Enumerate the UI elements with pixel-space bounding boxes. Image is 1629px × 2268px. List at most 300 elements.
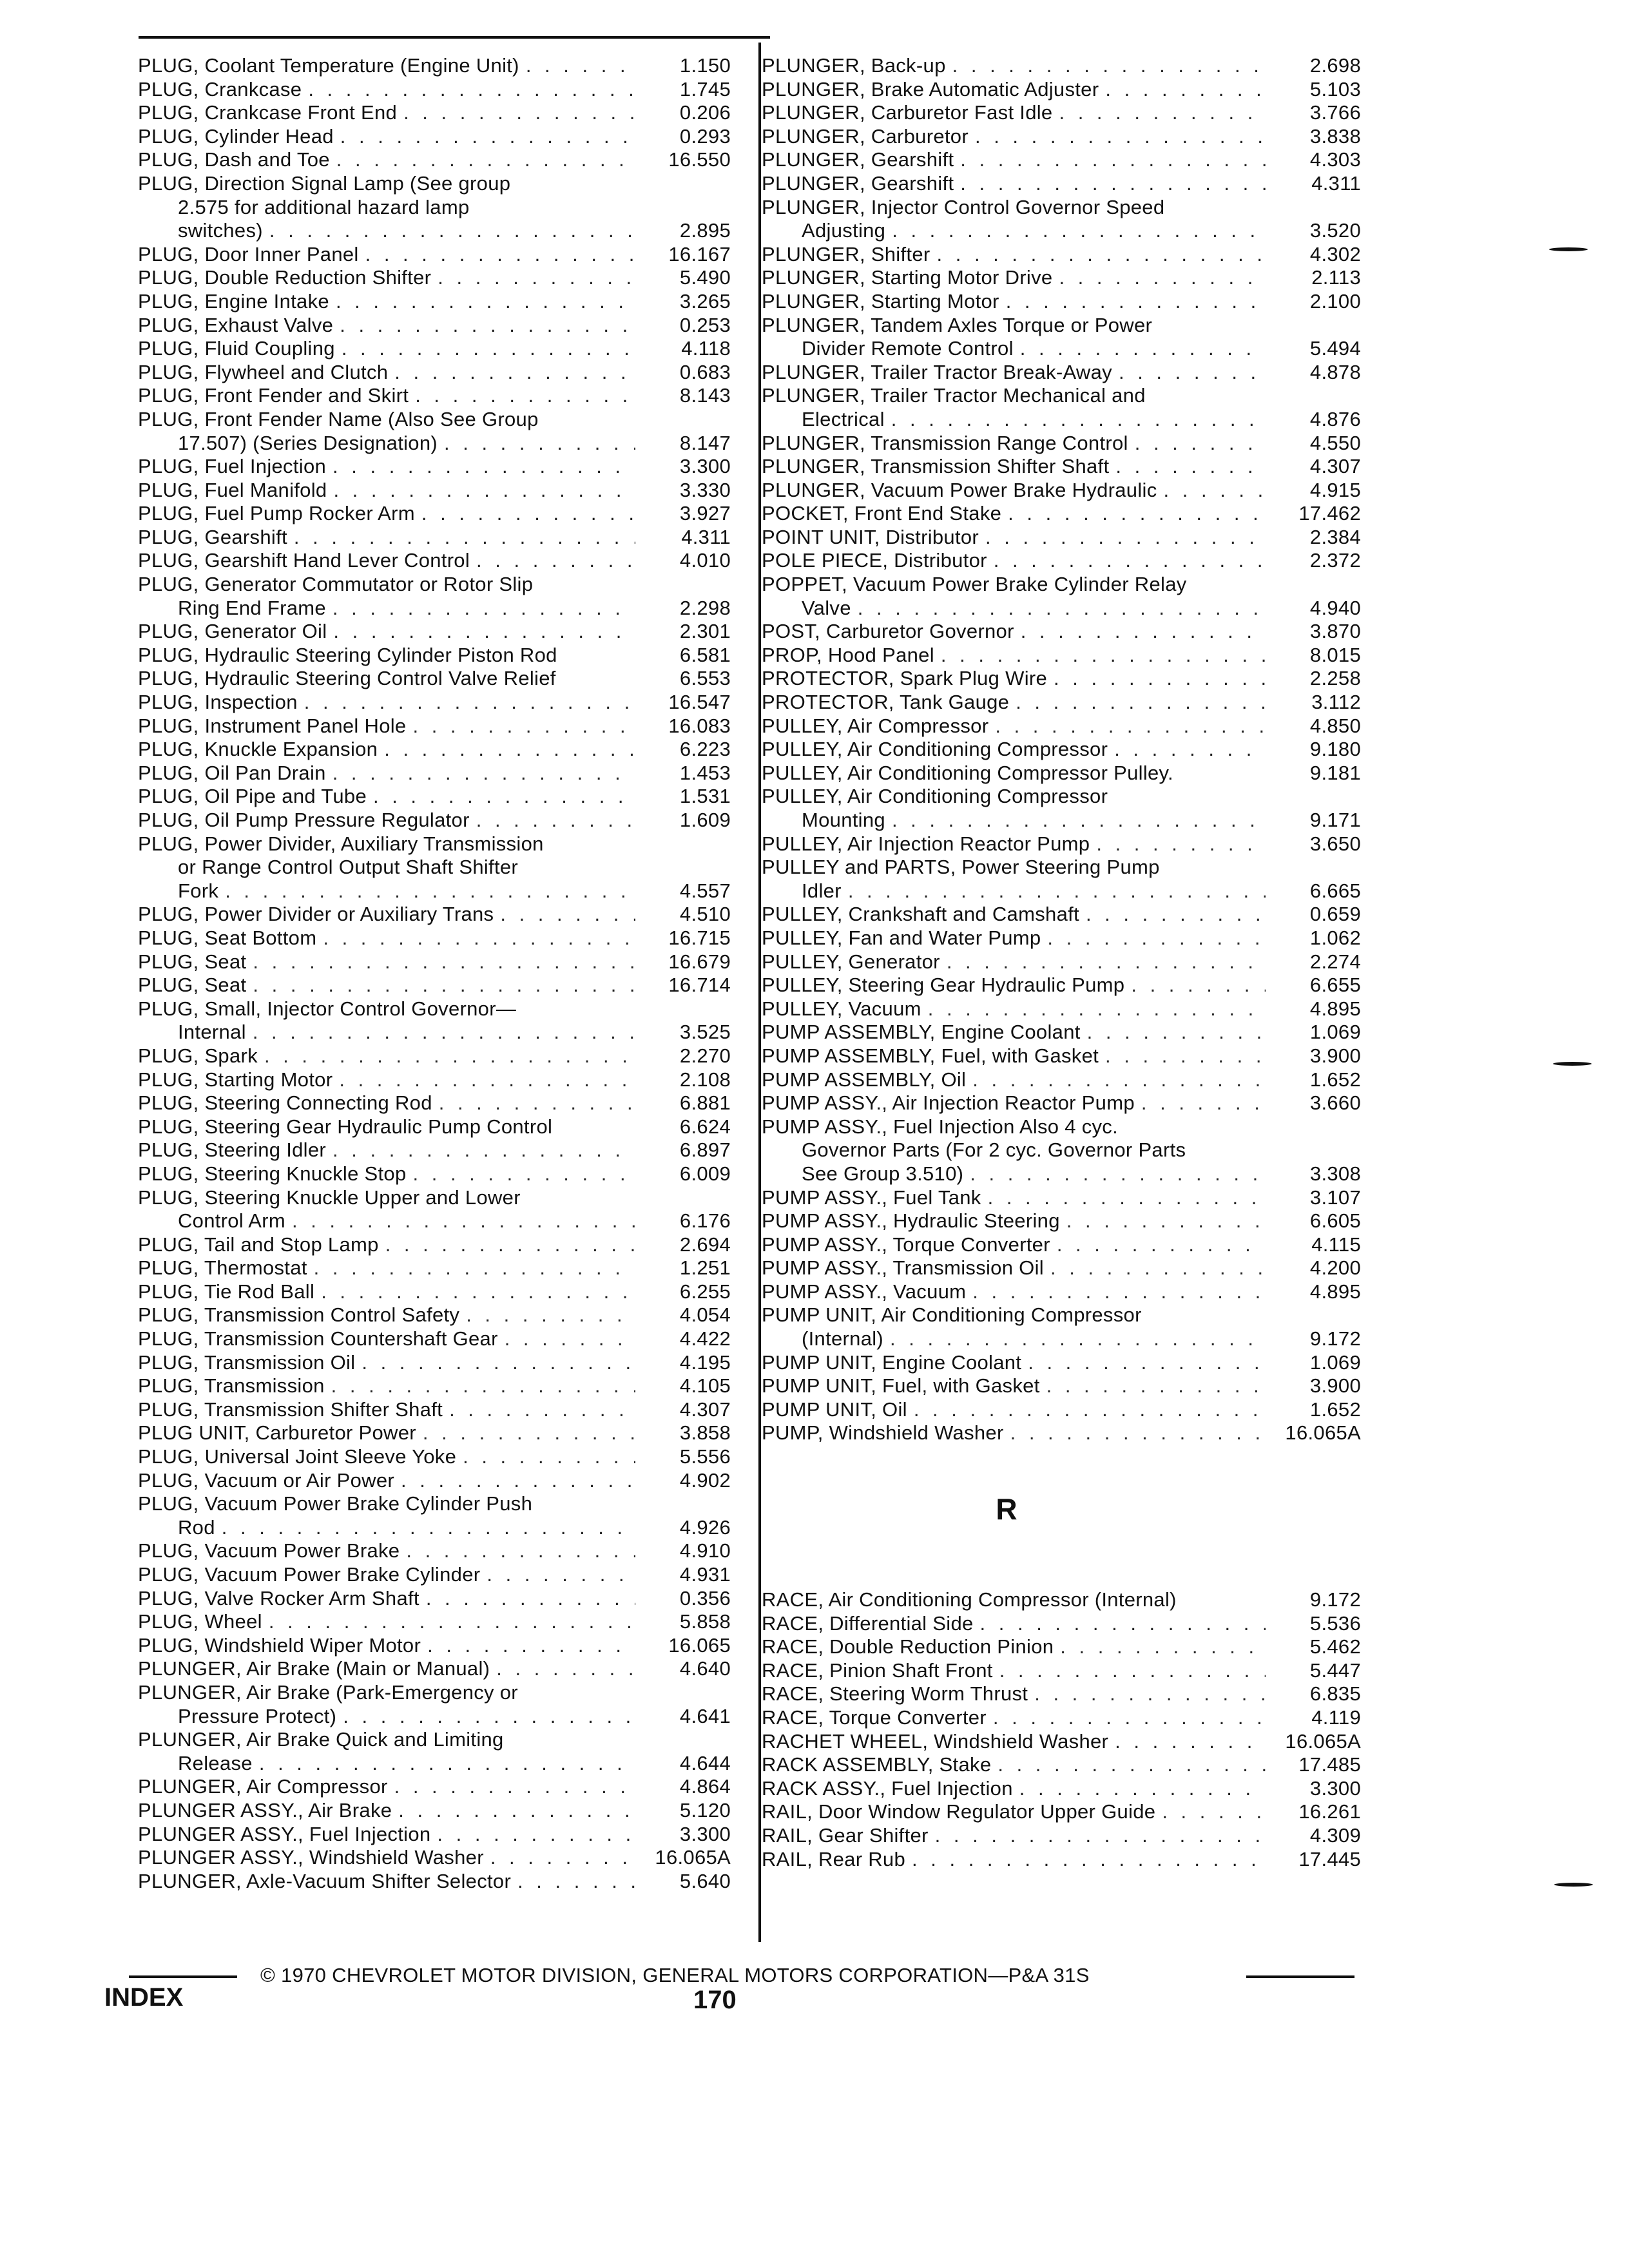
group-number: 4.895 (1309, 1280, 1361, 1303)
index-entry (762, 1730, 1361, 1754)
leader-dots (439, 1091, 635, 1115)
entry-text: PUMP ASSEMBLY, Oil (762, 1068, 967, 1091)
leader-dots (985, 526, 1266, 550)
entry-text: PLUG, Universal Joint Sleeve Yoke (138, 1445, 457, 1468)
column-divider (758, 43, 761, 1942)
leader-dots (1086, 903, 1266, 927)
leader-dots (972, 1280, 1266, 1304)
index-entry (138, 1775, 731, 1799)
right-column-p-entries (762, 54, 1361, 1445)
leader-dots (1021, 620, 1266, 644)
leader-dots (1046, 1374, 1266, 1398)
leader-dots (412, 715, 635, 738)
entry-text: Divider Remote Control (802, 337, 1014, 360)
entry-text: PLUG, Transmission Oil (138, 1350, 356, 1374)
group-number: 6.553 (679, 667, 731, 690)
entry-text: PLUG, Seat (138, 974, 247, 997)
index-entry (762, 1398, 1361, 1422)
index-entry (138, 1374, 731, 1398)
group-number: 6.665 (1309, 879, 1361, 902)
entry-text: PLUG, Vacuum or Air Power (138, 1468, 395, 1492)
leader-dots (1115, 455, 1266, 479)
index-entry (138, 1421, 731, 1445)
index-entry (138, 361, 731, 385)
index-entry (138, 337, 731, 361)
leader-dots (975, 125, 1266, 149)
group-number: 6.835 (1309, 1682, 1361, 1706)
entry-text: PLUG, Coolant Temperature (Engine Unit) (138, 54, 519, 77)
group-number: 3.650 (1309, 832, 1361, 855)
leader-dots (993, 1706, 1266, 1730)
entry-text: PULLEY, Steering Gear Hydraulic Pump (762, 974, 1125, 997)
index-entry (762, 1753, 1361, 1777)
entry-text: PLUG, Windshield Wiper Motor (138, 1633, 421, 1657)
leader-dots (476, 549, 635, 573)
entry-text: PLUG, Flywheel and Clutch (138, 360, 389, 383)
index-entry (138, 974, 731, 997)
leader-dots (401, 1469, 635, 1493)
entry-text: PLUG, Instrument Panel Hole (138, 714, 407, 737)
leader-dots (960, 172, 1266, 196)
entry-text: PLUG, Exhaust Valve (138, 313, 334, 336)
index-entry (762, 1824, 1361, 1848)
index-entry (138, 1233, 731, 1257)
leader-dots (361, 1351, 635, 1375)
group-number: 4.850 (1309, 714, 1361, 737)
index-entry (138, 78, 731, 102)
group-number: 17.485 (1298, 1753, 1361, 1776)
group-number: 3.107 (1309, 1186, 1361, 1209)
index-entry (762, 927, 1361, 950)
entry-text: PUMP ASSY., Air Injection Reactor Pump (762, 1091, 1135, 1115)
group-number: 1.652 (1309, 1068, 1361, 1091)
leader-dots (1105, 1044, 1266, 1068)
leader-dots (891, 408, 1266, 432)
index-entry (762, 549, 1361, 573)
index-entry (138, 1256, 731, 1280)
group-number: 2.108 (679, 1068, 731, 1091)
entry-text: PLUG, Front Fender Name (Also See Group (138, 407, 539, 430)
index-entry (762, 1186, 1361, 1210)
leader-dots (970, 1162, 1266, 1186)
index-entry (138, 667, 731, 691)
group-number: 4.550 (1309, 431, 1361, 454)
leader-dots (333, 620, 635, 644)
footer-index-label: INDEX (104, 1983, 184, 2012)
leader-dots (340, 125, 635, 149)
leader-dots (988, 1186, 1266, 1210)
group-number: 0.659 (1309, 903, 1361, 926)
group-number: 3.838 (1309, 124, 1361, 148)
group-number: 6.009 (679, 1162, 731, 1185)
entry-text: PROP, Hood Panel (762, 643, 934, 666)
index-entry (138, 1587, 731, 1611)
index-entry (762, 1280, 1361, 1304)
index-entry (762, 1233, 1361, 1257)
index-entry (762, 1635, 1361, 1659)
entry-text: RACHET WHEEL, Windshield Washer (762, 1729, 1109, 1753)
group-number: 4.302 (1309, 242, 1361, 265)
group-number: 1.609 (679, 809, 731, 831)
entry-text: PLUG, Gearshift Hand Lever Control (138, 549, 470, 572)
group-number: 3.112 (1311, 691, 1361, 714)
entry-text: PLUG, Fluid Coupling (138, 337, 335, 360)
entry-text: Control Arm (178, 1209, 285, 1233)
entry-text: PLUG, Vacuum Power Brake (138, 1539, 400, 1562)
leader-dots (466, 1303, 635, 1327)
leader-dots (415, 384, 635, 408)
leader-dots (463, 1445, 635, 1469)
leader-dots (1010, 1421, 1266, 1445)
entry-text: PLUG, Steering Idler (138, 1139, 327, 1162)
leader-dots (1115, 1730, 1266, 1754)
leader-dots (892, 809, 1266, 832)
group-number: 4.195 (679, 1350, 731, 1374)
leader-dots (373, 785, 635, 809)
leader-dots (333, 1139, 635, 1162)
entry-text: PLUG, Direction Signal Lamp (See group (138, 171, 511, 195)
index-entry (138, 1303, 731, 1327)
entry-text: PUMP ASSY., Hydraulic Steering (762, 1209, 1060, 1233)
group-number: 6.655 (1309, 974, 1361, 997)
index-entry (138, 1280, 731, 1304)
group-number: 9.172 (1309, 1588, 1361, 1611)
leader-dots (952, 54, 1266, 78)
entry-text: PLUNGER, Carburetor (762, 124, 969, 148)
entry-text: Idler (802, 879, 842, 902)
leader-dots (1105, 78, 1266, 102)
entry-text: PUMP ASSY., Transmission Oil (762, 1256, 1044, 1280)
group-number: 16.547 (668, 691, 731, 714)
group-number: 5.103 (1309, 77, 1361, 101)
leader-dots (1096, 832, 1266, 856)
index-entry (762, 432, 1361, 456)
leader-dots (526, 54, 635, 78)
index-entry (138, 1492, 731, 1539)
group-number: 3.660 (1309, 1091, 1361, 1115)
leader-dots (438, 266, 635, 290)
leader-dots (259, 1752, 635, 1776)
group-number: 4.307 (1309, 455, 1361, 478)
entry-text: PLUG, Transmission Countershaft Gear (138, 1327, 498, 1350)
leader-dots (421, 502, 635, 526)
entry-text: RACE, Differential Side (762, 1611, 974, 1635)
group-number: 16.715 (668, 926, 731, 949)
entry-text: PLUNGER, Carburetor Fast Idle (762, 101, 1053, 124)
entry-text: PLUNGER ASSY., Air Brake (138, 1798, 392, 1821)
index-entry (762, 54, 1361, 78)
index-entry (138, 101, 731, 125)
leader-dots (225, 879, 635, 903)
leader-dots (333, 455, 635, 479)
group-number: 2.100 (1309, 289, 1361, 312)
leader-dots (394, 1775, 635, 1799)
group-number: 16.714 (668, 974, 731, 997)
leader-dots (398, 1799, 635, 1823)
index-entry (762, 644, 1361, 668)
index-entry (138, 1398, 731, 1422)
entry-text: PLUG, Vacuum Power Brake Cylinder Push (138, 1492, 533, 1515)
index-entry (138, 1563, 731, 1587)
leader-dots (1016, 691, 1266, 715)
entry-text: POCKET, Front End Stake (762, 502, 1002, 525)
leader-dots (333, 762, 635, 785)
group-number: 3.300 (679, 1822, 731, 1845)
group-number: 3.520 (1309, 219, 1361, 242)
index-entry (762, 1044, 1361, 1068)
leader-dots (253, 1021, 635, 1044)
index-entry (762, 502, 1361, 526)
entry-text: PULLEY, Fan and Water Pump (762, 926, 1041, 949)
leader-dots (406, 1539, 635, 1563)
index-entry (138, 1657, 731, 1681)
entry-text: PULLEY, Crankshaft and Camshaft (762, 903, 1079, 926)
index-entry (138, 526, 731, 550)
entry-text: PLUNGER, Back-up (762, 54, 946, 77)
leader-dots (384, 738, 635, 762)
entry-text: PULLEY, Air Conditioning Compressor (762, 738, 1108, 761)
group-number: 4.895 (1309, 997, 1361, 1020)
right-column-r-entries (762, 1588, 1361, 1871)
footer-copyright: © 1970 CHEVROLET MOTOR DIVISION, GENERAL MOTORS CORPORATION—P&A 31S (260, 1964, 1090, 1986)
leader-dots (1050, 1256, 1266, 1280)
leader-dots (912, 1848, 1266, 1872)
group-number: 4.054 (679, 1303, 731, 1327)
index-entry (138, 502, 731, 526)
entry-text: PLUNGER, Air Brake (Main or Manual) (138, 1657, 490, 1680)
entry-text: PLUG, Starting Motor (138, 1068, 333, 1091)
index-entry (138, 290, 731, 314)
entry-text: Mounting (802, 809, 885, 831)
index-entry (762, 1068, 1361, 1092)
group-number: 2.298 (679, 596, 731, 619)
leader-dots (505, 1327, 635, 1351)
page-number: 170 (693, 1986, 737, 2014)
leader-dots (394, 361, 635, 385)
group-number: 2.895 (679, 219, 731, 242)
index-entry (762, 667, 1361, 691)
leader-dots (304, 691, 635, 715)
entry-text: PULLEY, Air Conditioning Compressor (762, 785, 1108, 808)
leader-dots (1047, 927, 1266, 950)
entry-text: PLUNGER, Trailer Tractor Break-Away (762, 360, 1112, 383)
entry-text: RACE, Double Reduction Pinion (762, 1635, 1054, 1658)
entry-text: PLUG, Generator Commutator or Rotor Slip (138, 573, 534, 596)
entry-text: PLUNGER, Starting Motor Drive (762, 266, 1053, 289)
index-entry (762, 1706, 1361, 1730)
entry-text: PLUG, Cylinder Head (138, 124, 334, 148)
leader-dots (995, 715, 1266, 738)
leader-dots (1114, 738, 1266, 762)
leader-dots (1135, 432, 1266, 456)
entry-text: Release (178, 1751, 253, 1774)
entry-text: or Range Control Output Shaft Shifter (178, 856, 519, 879)
leader-dots (1119, 361, 1266, 385)
group-number: 4.878 (1309, 360, 1361, 383)
right-column (762, 54, 1361, 1871)
index-entry (762, 1777, 1361, 1801)
entry-text: RACE, Air Conditioning Compressor (Internal) (762, 1588, 1177, 1611)
entry-text: PLUG, Engine Intake (138, 289, 329, 312)
index-entry (138, 1539, 731, 1563)
index-entry (138, 1068, 731, 1092)
index-entry (138, 314, 731, 338)
group-number: 1.453 (679, 761, 731, 784)
group-number: 0.293 (679, 124, 731, 148)
leader-dots (437, 1823, 635, 1847)
group-number: 3.308 (1309, 1162, 1361, 1185)
group-number: 4.303 (1309, 148, 1361, 171)
leader-dots (308, 78, 635, 102)
leader-dots (490, 1846, 635, 1870)
leader-dots (222, 1516, 635, 1540)
entry-text: PLUG, Fuel Manifold (138, 478, 327, 501)
entry-text: PLUNGER, Starting Motor (762, 289, 999, 312)
index-entry (138, 927, 731, 950)
group-number: 3.300 (679, 455, 731, 478)
entry-text: PLUG, Valve Rocker Arm Shaft (138, 1586, 419, 1610)
entry-text: RAIL, Gear Shifter (762, 1823, 929, 1847)
entry-text: RACE, Torque Converter (762, 1706, 987, 1729)
leader-dots (1162, 1800, 1266, 1824)
group-number: 0.206 (679, 101, 731, 124)
entry-text: PUMP, Windshield Washer (762, 1421, 1004, 1445)
entry-text: Rod (178, 1515, 215, 1539)
index-entry (762, 1209, 1361, 1233)
leader-dots (444, 432, 635, 456)
index-entry (138, 620, 731, 644)
entry-text: PUMP ASSEMBLY, Fuel, with Gasket (762, 1044, 1099, 1067)
index-entry (138, 1728, 731, 1775)
entry-text: PUMP UNIT, Oil (762, 1398, 907, 1421)
index-entry (138, 644, 731, 668)
group-number: 5.858 (679, 1610, 731, 1633)
group-number: 2.372 (1309, 549, 1361, 572)
entry-text: PLUG, Oil Pan Drain (138, 761, 326, 784)
group-number: 4.115 (1311, 1233, 1361, 1256)
leader-dots (1034, 1682, 1266, 1706)
leader-dots (253, 950, 635, 974)
entry-text: PROTECTOR, Tank Gauge (762, 691, 1010, 714)
entry-text: Ring End Frame (178, 596, 326, 619)
leader-dots (1059, 101, 1266, 125)
index-entry (138, 1351, 731, 1375)
entry-text: PLUNGER, Gearshift (762, 148, 954, 171)
leader-dots (314, 1256, 635, 1280)
group-number: 2.698 (1309, 54, 1361, 77)
index-entry (762, 620, 1361, 644)
footer-rule-right (1246, 1975, 1354, 1978)
entry-text: 17.507) (Series Designation) (178, 431, 438, 454)
group-number: 4.931 (679, 1563, 731, 1586)
group-number: 3.265 (679, 289, 731, 312)
leader-dots (1057, 1233, 1266, 1257)
group-number: 4.557 (679, 879, 731, 902)
group-number: 3.870 (1309, 620, 1361, 643)
leader-dots (487, 1563, 635, 1587)
entry-text: Valve (802, 596, 851, 619)
entry-text: PLUG, Transmission Shifter Shaft (138, 1398, 443, 1421)
leader-dots (385, 1233, 635, 1257)
leader-dots (892, 219, 1266, 243)
leader-dots (413, 1162, 636, 1186)
entry-text: PLUG, Oil Pump Pressure Regulator (138, 809, 470, 831)
entry-text: PLUNGER, Tandem Axles Torque or Power (762, 313, 1153, 336)
entry-text: PLUG, Steering Gear Hydraulic Pump Control (138, 1115, 553, 1138)
index-entry (762, 266, 1361, 290)
leader-dots (269, 1610, 635, 1634)
entry-text: PUMP UNIT, Air Conditioning Compressor (762, 1303, 1142, 1327)
index-entry (138, 172, 731, 243)
entry-text: PLUG, Fuel Pump Rocker Arm (138, 502, 415, 525)
group-number: 4.510 (679, 903, 731, 926)
leader-dots (1131, 974, 1266, 997)
entry-text: PLUG, Front Fender and Skirt (138, 384, 409, 407)
index-entry (138, 785, 731, 809)
index-entry (138, 809, 731, 832)
group-number: 6.624 (679, 1115, 731, 1138)
entry-text: PLUG, Crankcase Front End (138, 101, 398, 124)
entry-text: PLUG, Small, Injector Control Governor— (138, 997, 517, 1020)
index-entry (762, 1682, 1361, 1706)
index-entry (138, 1186, 731, 1233)
leader-dots (343, 1705, 635, 1729)
entry-text: PULLEY, Vacuum (762, 997, 921, 1020)
group-number: 6.881 (679, 1091, 731, 1115)
group-number: 0.683 (679, 360, 731, 383)
leader-dots (253, 974, 635, 997)
group-number: 1.745 (679, 77, 731, 101)
leader-dots (1019, 1777, 1266, 1801)
group-number: 6.897 (679, 1139, 731, 1162)
group-number: 6.223 (679, 738, 731, 761)
group-number: 1.531 (679, 785, 731, 808)
group-number: 3.300 (1309, 1776, 1361, 1800)
margin-mark (1553, 1062, 1592, 1066)
index-entry (762, 101, 1361, 125)
entry-text: PLUG, Dash and Toe (138, 148, 330, 171)
index-entry (762, 1421, 1361, 1445)
entry-text: PUMP ASSY., Vacuum (762, 1280, 967, 1303)
entry-text: PLUNGER, Injector Control Governor Speed (762, 195, 1165, 218)
group-number: 5.490 (679, 266, 731, 289)
leader-dots (1008, 502, 1266, 526)
index-entry (138, 832, 731, 903)
margin-mark (1549, 247, 1588, 251)
index-entry (138, 1139, 731, 1162)
group-number: 5.462 (1309, 1635, 1361, 1658)
index-entry (138, 1823, 731, 1847)
entry-text: PLUG, Transmission (138, 1374, 325, 1398)
group-number: 9.172 (1309, 1327, 1361, 1350)
index-entry (762, 1659, 1361, 1683)
index-entry (762, 1303, 1361, 1350)
leader-dots (994, 549, 1266, 573)
group-number: 2.113 (1311, 266, 1361, 289)
group-number: 4.307 (679, 1398, 731, 1421)
leader-dots (496, 1657, 635, 1681)
index-entry (762, 1351, 1361, 1375)
group-number: 3.900 (1309, 1044, 1361, 1067)
entry-text: PULLEY, Air Injection Reactor Pump (762, 832, 1090, 855)
entry-text: PLUG, Thermostat (138, 1256, 307, 1280)
entry-text: PLUNGER, Transmission Shifter Shaft (762, 455, 1110, 478)
group-number: 3.900 (1309, 1374, 1361, 1398)
entry-text: PLUG, Steering Knuckle Stop (138, 1162, 407, 1185)
index-entry (762, 785, 1361, 832)
leader-dots (947, 950, 1266, 974)
index-entry (138, 573, 731, 620)
